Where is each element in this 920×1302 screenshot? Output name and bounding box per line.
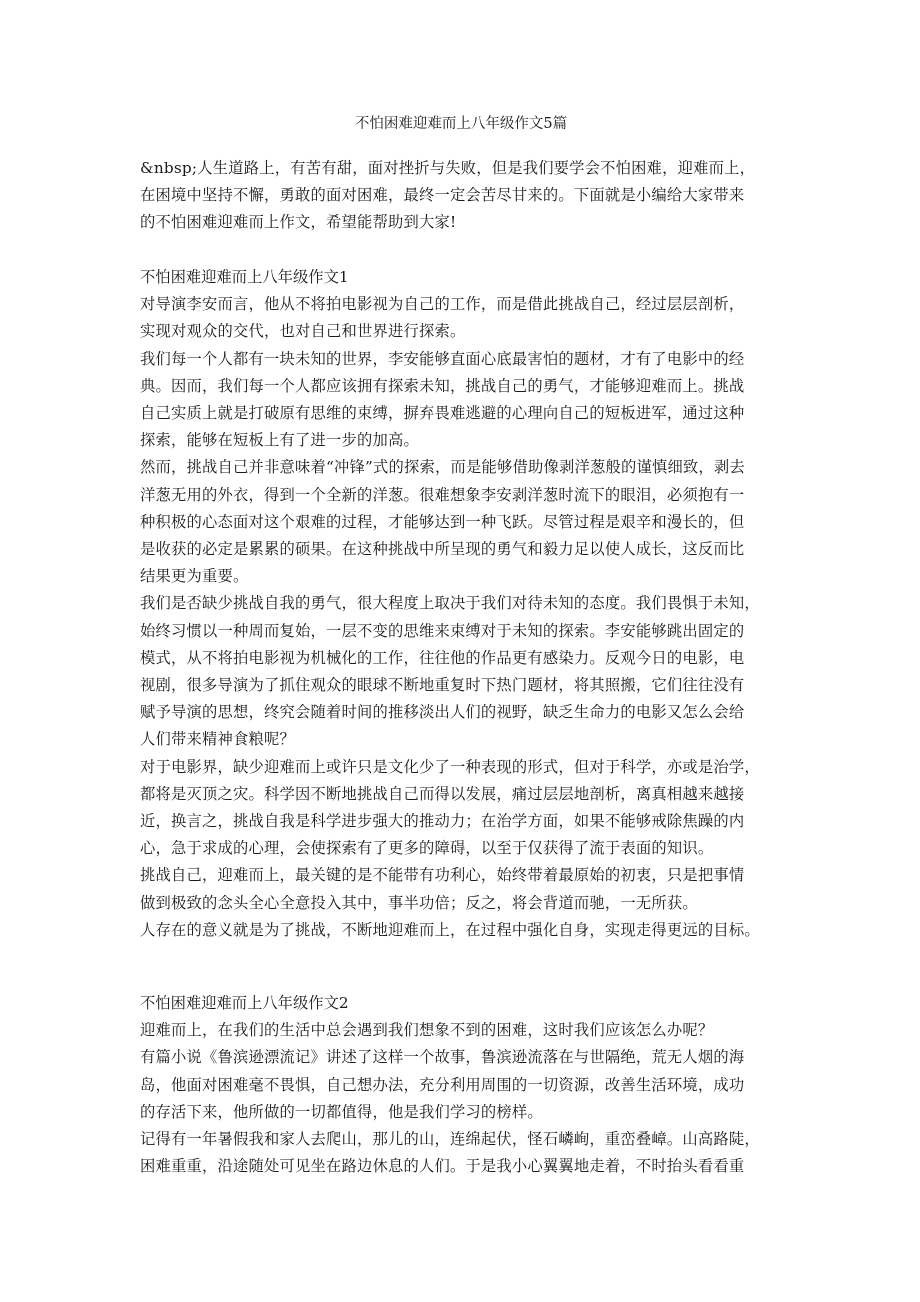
text-line: 的不怕困难迎难而上作文，希望能帮助到大家! bbox=[140, 213, 457, 232]
text-line: 的存活下来，他所做的一切都值得，他是我们学习的榜样。 bbox=[140, 1102, 543, 1121]
section-heading: 不怕困难迎难而上八年级作文2 bbox=[140, 994, 349, 1012]
text-line: 实现对观众的交代，也对自己和世界进行探索。 bbox=[140, 322, 466, 341]
text-line: 做到极致的念头全心全意投入其中，事半功倍；反之，将会背道而驰，一无所获。 bbox=[140, 893, 698, 912]
paragraph bbox=[140, 291, 782, 345]
text-line: 始终习惯以一种周而复始，一层不变的思维来束缚对于未知的探索。李安能够跳出固定的 bbox=[140, 621, 745, 640]
paragraph bbox=[140, 346, 782, 455]
text-line: 模式，从不将拍电影视为机械化的工作，往往他的作品更有感染力。反观今日的电影，电 bbox=[140, 648, 745, 667]
text-line: 人们带来精神食粮呢？ bbox=[140, 730, 295, 749]
text-line: 困难重重，沿途随处可见坐在路边休息的人们。于是我小心翼翼地走着，不时抬头看看重 bbox=[140, 1157, 745, 1176]
paragraph bbox=[140, 1017, 782, 1044]
intro-text bbox=[140, 155, 782, 237]
intro-paragraph bbox=[140, 155, 782, 237]
text-line: 我们每一个人都有一块未知的世界，李安能够直面心底最害怕的题材，才有了电影中的经 bbox=[140, 349, 745, 368]
text-line: 心，急于求成的心理，会使探索有了更多的障碍，以至于仅获得了流于表面的知识。 bbox=[140, 839, 714, 858]
paragraph bbox=[140, 590, 782, 753]
text-line: 我们是否缺少挑战自我的勇气，很大程度上取决于我们对待未知的态度。我们畏惧于未知， bbox=[140, 594, 760, 613]
essay-section-2 bbox=[140, 990, 782, 1180]
text-line: 自己实质上就是打破原有思维的束缚，摒弃畏难逃避的心理向自己的短板进军，通过这种 bbox=[140, 404, 745, 423]
text-line: 对导演李安而言，他从不将拍电影视为自己的工作，而是借此挑战自己，经过层层剖析， bbox=[140, 295, 745, 314]
text-line: 探索，能够在短板上有了进一步的加高。 bbox=[140, 431, 419, 450]
text-line: 记得有一年暑假我和家人去爬山，那儿的山，连绵起伏，怪石嶙峋，重峦叠嶂。山高路陡， bbox=[140, 1130, 760, 1149]
paragraph bbox=[140, 862, 782, 916]
text-line: 都将是灭顶之灾。科学因不断地挑战自己而得以发展，痛过层层地剖析，离真相越来越接 bbox=[140, 784, 745, 803]
text-line: 洋葱无用的外衣，得到一个全新的洋葱。很难想象李安剥洋葱时流下的眼泪，必须抱有一 bbox=[140, 485, 745, 504]
text-line: 对于电影界，缺少迎难而上或许只是文化少了一种表现的形式，但对于科学，亦或是治学， bbox=[140, 757, 760, 776]
text-line: 赋予导演的思想，终究会随着时间的推移淡出人们的视野，缺乏生命力的电影又怎么会给 bbox=[140, 703, 745, 722]
text-line: 近，换言之，挑战自我是科学进步强大的推动力；在治学方面，如果不能够戒除焦躁的内 bbox=[140, 812, 745, 831]
paragraph bbox=[140, 917, 782, 944]
text-line: 然而，挑战自己并非意味着“冲锋”式的探索，而是能够借助像剥洋葱般的谨慎细致，剥去 bbox=[140, 458, 745, 477]
paragraph bbox=[140, 754, 782, 863]
document-title: 不怕困难迎难而上八年级作文5篇 bbox=[354, 116, 568, 132]
text-line: 岛，他面对困难毫不畏惧，自己想办法，充分利用周围的一切资源，改善生活环境，成功 bbox=[140, 1075, 745, 1094]
paragraph bbox=[140, 1044, 782, 1126]
text-line: 是收获的必定是累累的硕果。在这种挑战中所呈现的勇气和毅力足以使人成长，这反而比 bbox=[140, 540, 745, 559]
text-line: &nbsp;人生道路上，有苦有甜，面对挫折与失败，但是我们要学会不怕困难，迎难而上， bbox=[140, 159, 756, 177]
text-line: 种积极的心态面对这个艰难的过程，才能够达到一种飞跃。尽管过程是艰辛和漫长的，但 bbox=[140, 512, 745, 531]
text-line: 人存在的意义就是为了挑战，不断地迎难而上，在过程中强化自身，实现走得更远的目标。 bbox=[140, 920, 760, 939]
text-line: 有篇小说《鲁滨逊漂流记》讲述了这样一个故事，鲁滨逊流落在与世隔绝，荒无人烟的海 bbox=[140, 1048, 745, 1067]
text-line: 挑战自己，迎难而上，最关键的是不能带有功利心，始终带着最原始的初衷，只是把事情 bbox=[140, 866, 745, 885]
text-line: 在困境中坚持不懈，勇敢的面对困难，最终一定会苦尽甘来的。下面就是小编给大家带来 bbox=[140, 186, 745, 205]
essay-section-1 bbox=[140, 264, 782, 944]
text-line: 典。因而，我们每一个人都应该拥有探索未知，挑战自己的勇气，才能够迎难而上。挑战 bbox=[140, 376, 745, 395]
text-line: 迎难而上，在我们的生活中总会遇到我们想象不到的困难，这时我们应该怎么办呢？ bbox=[140, 1021, 714, 1040]
paragraph bbox=[140, 1126, 782, 1180]
text-line: 视剧，很多导演为了抓住观众的眼球不断地重复时下热门题材，将其照搬，它们往往没有 bbox=[140, 676, 745, 695]
section-heading: 不怕困难迎难而上八年级作文1 bbox=[140, 268, 349, 286]
paragraph bbox=[140, 454, 782, 590]
text-line: 结果更为重要。 bbox=[140, 567, 249, 586]
